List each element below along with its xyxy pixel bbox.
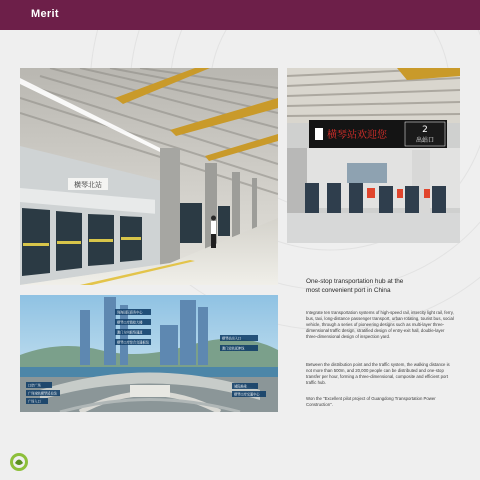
header-bar xyxy=(0,0,480,30)
aerial-label: 广珠城轨横琴延长线 xyxy=(28,391,57,396)
welcome-banner: 横琴站欢迎您 xyxy=(327,130,387,141)
aerial-label: 口岸广场 xyxy=(28,383,41,388)
platform-sign: 横琴北站 xyxy=(74,181,102,189)
exit-number: 2 xyxy=(422,125,428,135)
paragraph-award: Won the "Excellent pilot project of Guangdong Transportation Power Construction". xyxy=(306,396,436,408)
subtitle-line: most convenient port in China xyxy=(306,287,391,294)
gates-photo xyxy=(287,68,460,243)
aerial-label: 城际换乘 xyxy=(234,384,247,389)
paragraph-distribution: Between the distribution point and the traffic system, the walking distance is not more than 500m, and 20,000 people can be distributed and one-stop transfer per hour, forming a three-dimensional, composite and efficient port traffic hub. xyxy=(306,362,450,386)
exit-label: 出站口 xyxy=(415,137,435,144)
aerial-label: 澳门方向联络通道 xyxy=(117,330,143,335)
paragraph-integration: Integrate ten transportation systems of high-speed rail, intercity light rail, ferry, bus, taxi, long-distance passenger transport, urban rotating, tourist bus, social vehicle, through a series of pioneering designs such as multi-layer three-dimensional traffic design, stratified design of entry-exit hall, double-layer three-dimensional design of inspection yard. xyxy=(306,310,454,340)
aerial-label: 横琴口岸综合交通枢纽 xyxy=(117,340,149,345)
aerial-label: 横琴口岸旅检大楼 xyxy=(117,320,143,325)
aerial-label: 珠海国际商务中心 xyxy=(117,310,143,315)
aerial-label: 横琴站出入口 xyxy=(222,336,242,341)
article-subtitle xyxy=(306,277,454,295)
aerial-rendering xyxy=(20,295,278,412)
section-title: Merit xyxy=(31,8,59,20)
company-logo-icon xyxy=(9,452,29,472)
subtitle-line: One-stop transportation hub at the xyxy=(306,278,404,285)
platform-photo xyxy=(20,68,278,285)
aerial-label: 广场入口 xyxy=(28,399,41,404)
aerial-label: 横琴口岸交通中心 xyxy=(234,392,260,397)
aerial-label: 澳门轻轨延伸线 xyxy=(222,346,245,351)
